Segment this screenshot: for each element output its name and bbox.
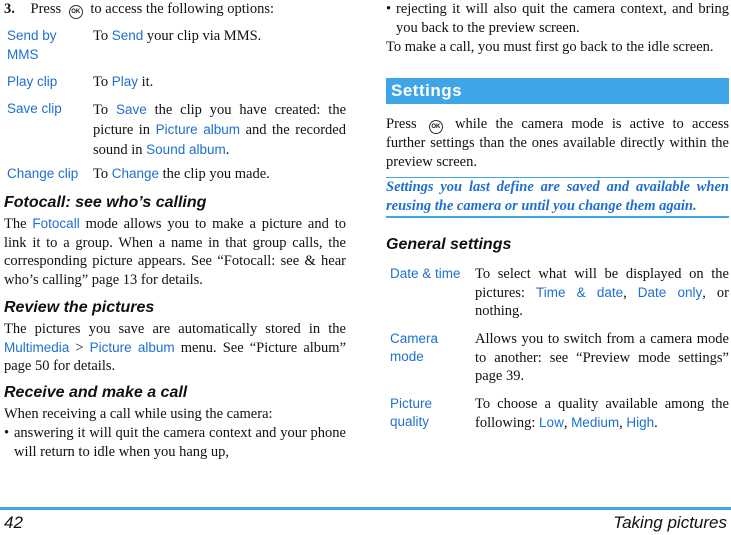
- review-paragraph: The pictures you save are automatically stored in the Multimedia > Picture album menu. See “Picture album” page 50 for details.: [4, 321, 347, 374]
- option-key: Save clip: [7, 101, 62, 116]
- setting-key: Camera mode: [390, 331, 439, 364]
- receive-intro: When receiving a call while using the camera:: [4, 406, 273, 422]
- footer-divider: [0, 507, 731, 510]
- setting-date-time: [386, 265, 729, 321]
- settings-note: Settings you last define are saved and available when reusing the camera or until you change them again.: [386, 177, 729, 218]
- step-press: Press: [30, 1, 62, 17]
- receive-heading: Receive and make a call: [4, 384, 188, 401]
- step-text: to access the following options:: [90, 1, 275, 17]
- option-desc: To Save the clip you have created: the picture in Picture album and the recorded sound in Sound album.: [93, 102, 347, 158]
- option-desc: To Play it.: [93, 74, 154, 90]
- option-send-by-mms: [4, 27, 346, 62]
- call-paragraph: To make a call, you must first go back to the idle screen.: [386, 39, 714, 55]
- ok-key-icon: OK: [429, 120, 443, 134]
- list-item: • rejecting it will also quit the camera context, and bring you back to the preview screen.: [386, 1, 729, 36]
- option-save-clip: [4, 100, 346, 160]
- option-key: Play clip: [7, 74, 58, 89]
- setting-picture-quality: [386, 395, 729, 432]
- review-heading: Review the pictures: [4, 299, 155, 316]
- setting-key: Picture quality: [390, 396, 433, 429]
- option-play-clip: [4, 73, 346, 92]
- chapter-title: Taking pictures: [613, 513, 727, 532]
- setting-desc: To choose a quality available among the following: Low, Medium, High.: [475, 396, 729, 431]
- option-desc: To Send your clip via MMS.: [93, 28, 262, 44]
- fotocall-heading: Fotocall: see who’s calling: [4, 194, 207, 211]
- general-heading: General settings: [386, 236, 512, 253]
- setting-desc: To select what will be displayed on the pictures: Time & date, Date only, or nothing.: [475, 266, 729, 319]
- option-key: Change clip: [7, 166, 79, 181]
- setting-desc: Allows you to switch from a camera mode to another: see “Preview mode settings” page 39.: [475, 331, 729, 384]
- page-number: 42: [4, 513, 23, 532]
- option-key: Send by MMS: [7, 28, 57, 62]
- settings-band: Settings: [386, 78, 729, 104]
- settings-paragraph: Press OK while the camera mode is active to access further settings than the ones available directly within the preview screen.: [386, 116, 730, 170]
- step-number: 3.: [4, 1, 15, 17]
- list-item: • answering it will quit the camera context and your phone will return to idle when you hang up,: [4, 425, 346, 460]
- setting-camera-mode: [386, 330, 729, 386]
- step-3: [4, 0, 346, 19]
- option-change-clip: [4, 165, 346, 184]
- ok-key-icon: OK: [69, 5, 83, 19]
- option-desc: To Change the clip you made.: [93, 166, 270, 182]
- fotocall-paragraph: The Fotocall mode allows you to make a picture and to link it to a group. When a name in that group calls, the corresponding picture appears. See “Fotocall: see & hear who’s calling” page 13 for details.: [4, 216, 346, 288]
- setting-key: Date & time: [390, 266, 461, 281]
